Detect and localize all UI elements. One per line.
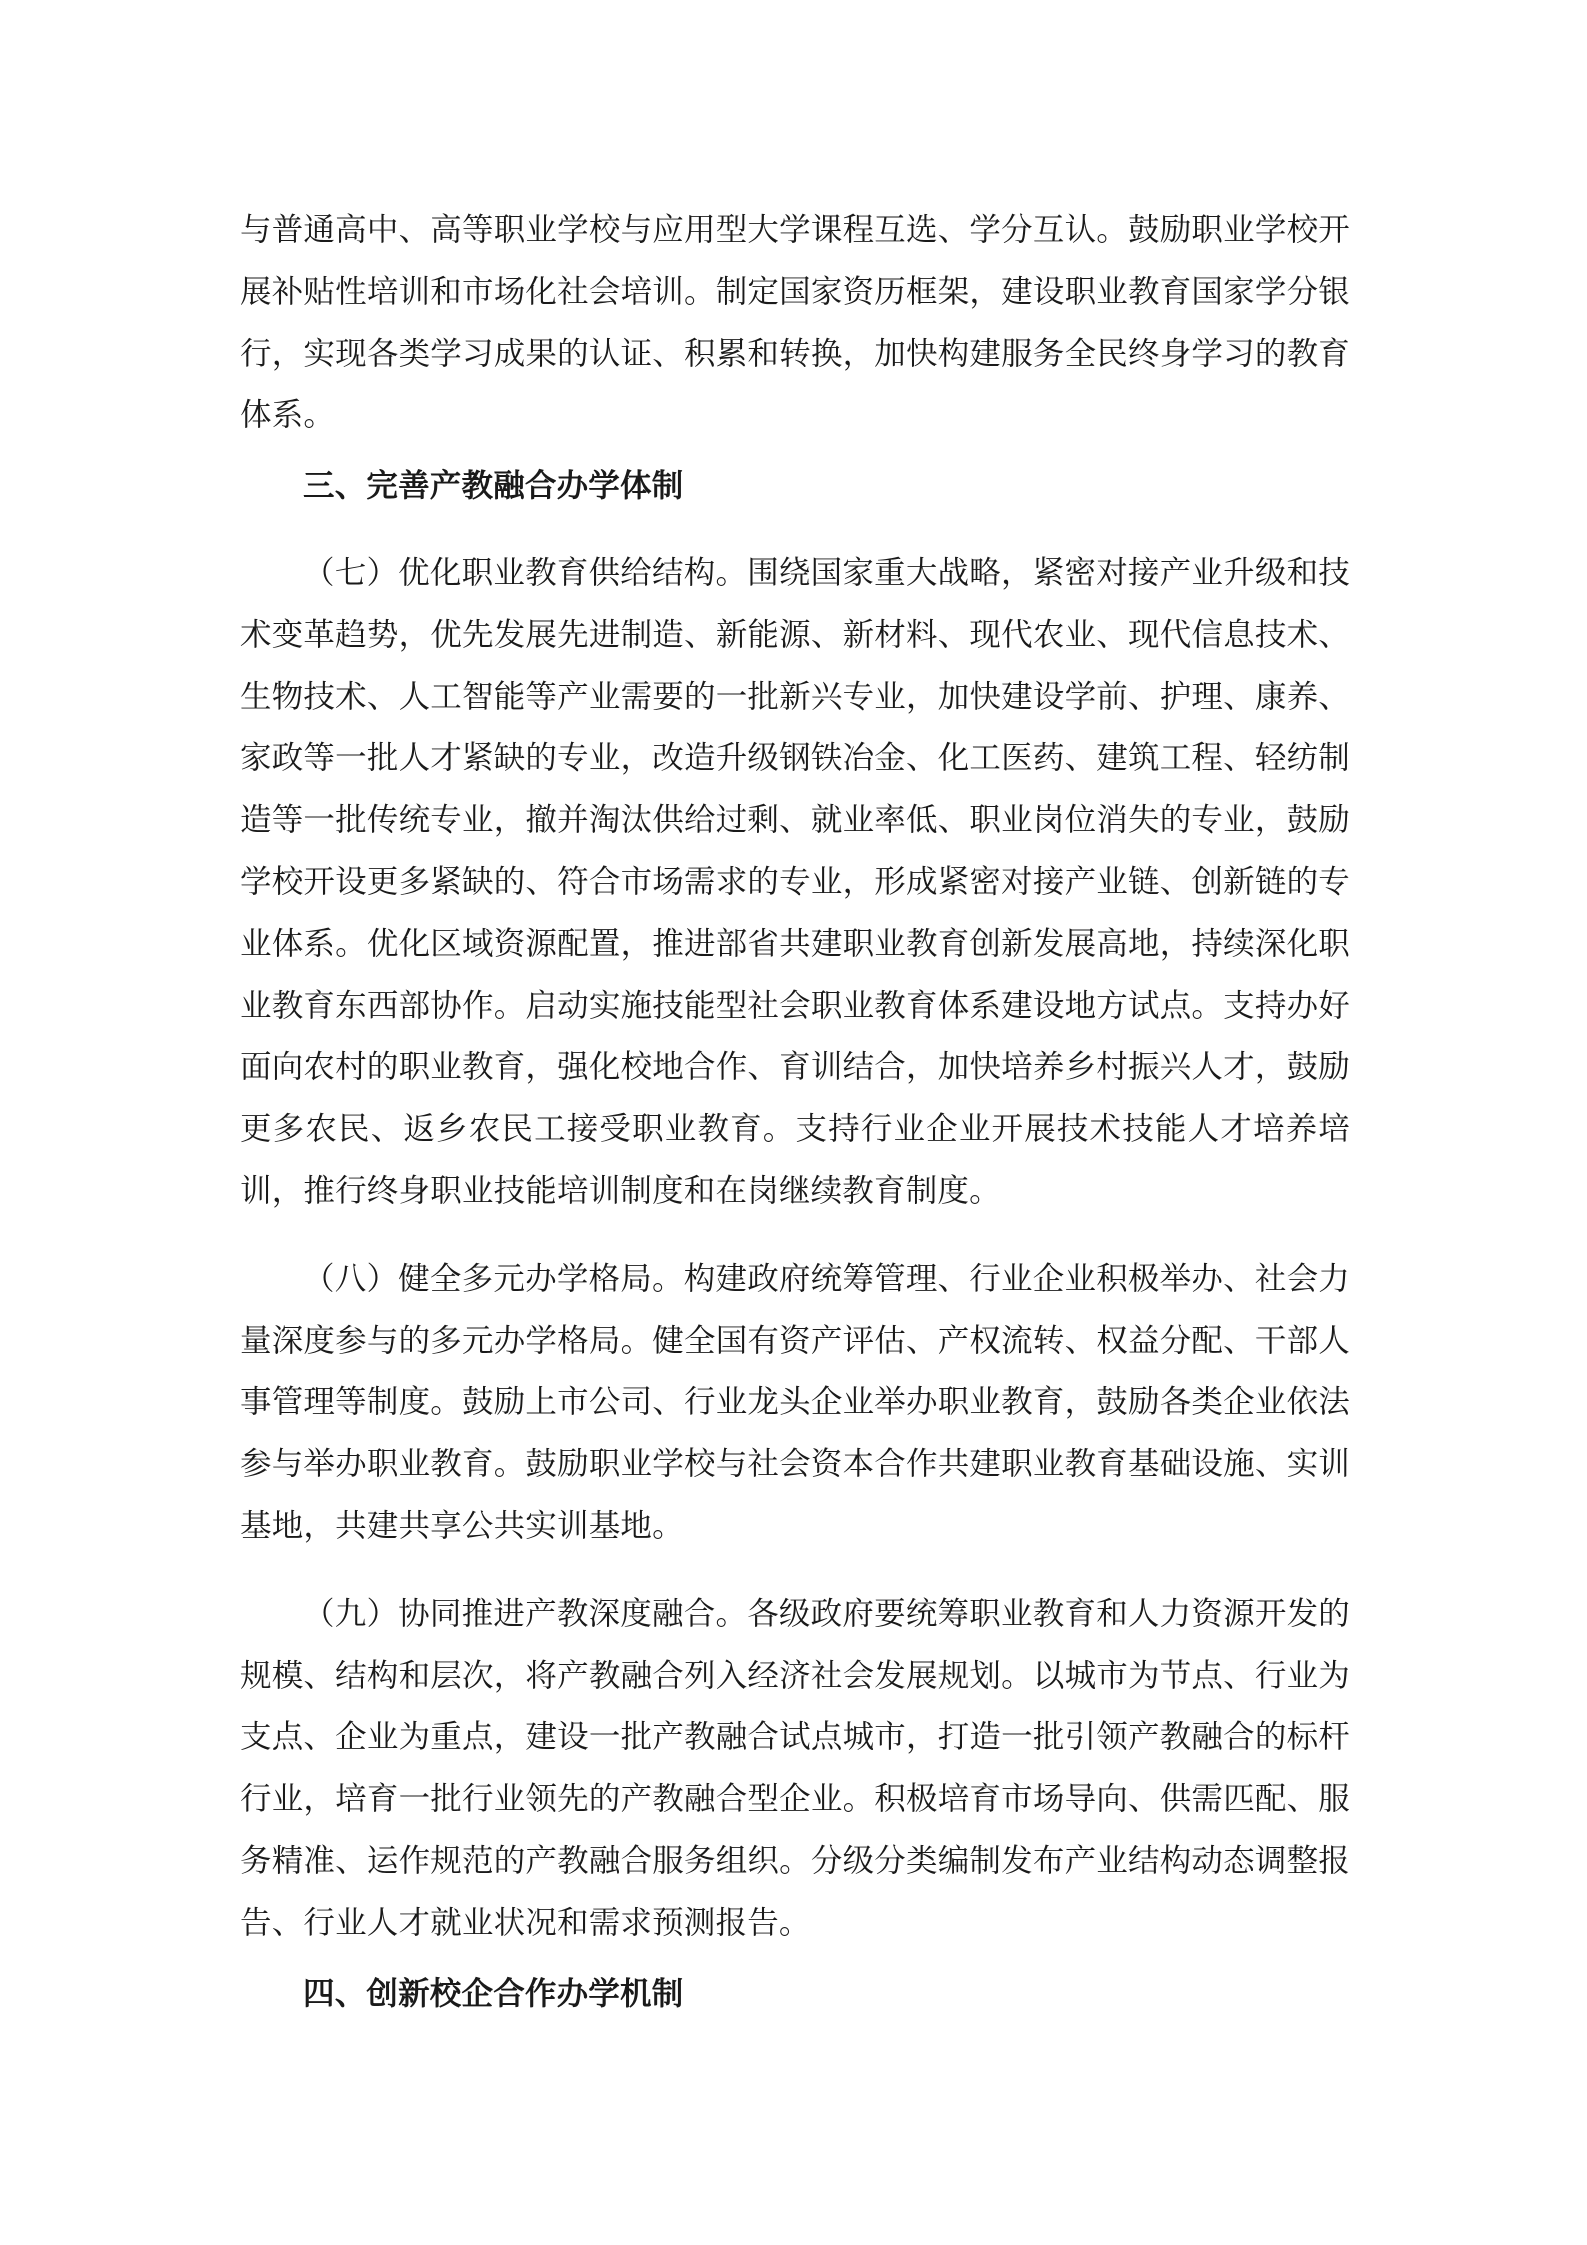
paragraph-8: （八）健全多元办学格局。构建政府统筹管理、行业企业积极举办、社会力量深度参与的多元办学格局。健全国有资产评估、产权流转、权益分配、干部人事管理等制度。鼓励上市公司、行业龙头企业举办职业教育，鼓励各类企业依法参与举办职业教育。鼓励职业学校与社会资本合作共建职业教育基础设施、实训基地，共建共享公共实训基地。	[240, 1260, 1350, 1544]
section-heading-3: 三、完善产教融合办学体制	[303, 467, 684, 505]
section-heading-4: 四、创新校企合作办学机制	[303, 1974, 684, 2012]
document-body	[240, 200, 1350, 2024]
paragraph-7: （七）优化职业教育供给结构。围绕国家重大战略，紧密对接产业升级和技术变革趋势，优先发展先进制造、新能源、新材料、现代农业、现代信息技术、生物技术、人工智能等产业需要的一批新兴专业，加快建设学前、护理、康养、家政等一批人才紧缺的专业，改造升级钢铁冶金、化工医药、建筑工程、轻纺制造等一批传统专业，撤并淘汰供给过剩、就业率低、职业岗位消失的专业，鼓励学校开设更多紧缺的、符合市场需求的专业，形成紧密对接产业链、创新链的专业体系。优化区域资源配置，推进部省共建职业教育创新发展高地，持续深化职业教育东西部协作。启动实施技能型社会职业教育体系建设地方试点。支持办好面向农村的职业教育，强化校地合作、育训结合，加快培养乡村振兴人才，鼓励更多农民、返乡农民工接受职业教育。支持行业企业开展技术技能人才培养培训，推行终身职业技能培训制度和在岗继续教育制度。	[240, 554, 1350, 1209]
paragraph-9: （九）协同推进产教深度融合。各级政府要统筹职业教育和人力资源开发的规模、结构和层次，将产教融合列入经济社会发展规划。以城市为节点、行业为支点、企业为重点，建设一批产教融合试点城市，打造一批引领产教融合的标杆行业，培育一批行业领先的产教融合型企业。积极培育市场导向、供需匹配、服务精准、运作规范的产教融合服务组织。分级分类编制发布产业结构动态调整报告、行业人才就业状况和需求预测报告。	[240, 1595, 1350, 1941]
continued-paragraph: 与普通高中、高等职业学校与应用型大学课程互选、学分互认。鼓励职业学校开展补贴性培训和市场化社会培训。制定国家资历框架，建设职业教育国家学分银行，实现各类学习成果的认证、积累和转换，加快构建服务全民终身学习的教育体系。	[240, 212, 1350, 434]
